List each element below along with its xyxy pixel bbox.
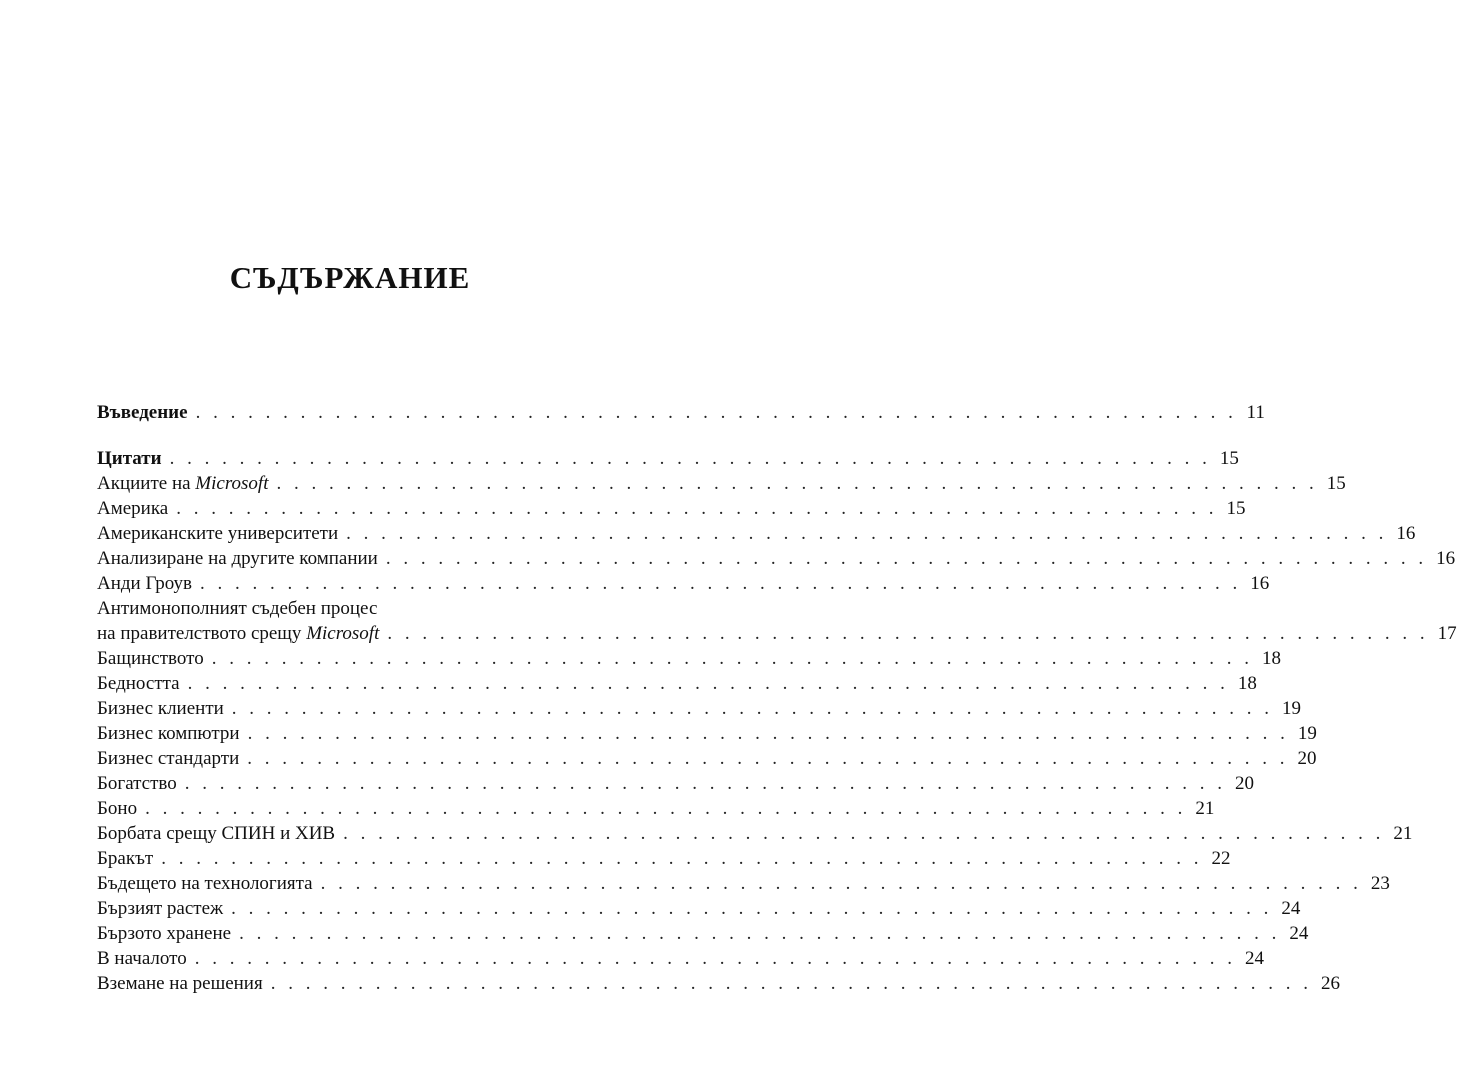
toc-page-number: 16: [1436, 548, 1456, 569]
toc-entry: [97, 971, 1340, 996]
toc-entry: [97, 871, 1390, 896]
toc-page-number: 20: [1235, 773, 1255, 794]
dot-leader: . . . . . . . . . . . . . . . . . . . . . . . . . . . . . . . . . . . . . . . . . . . . . . . . . . . . . . . . . . . .: [385, 548, 1428, 569]
toc-page-number: 22: [1211, 848, 1231, 869]
toc-page-number: 15: [1219, 448, 1239, 469]
toc-entry: [97, 571, 1270, 596]
toc-entry-line2: [97, 621, 1457, 646]
toc-entry-label: [97, 471, 268, 496]
toc-page-number: 24: [1244, 948, 1264, 969]
toc-entry: [97, 646, 1281, 671]
toc-entry-quotes: [97, 446, 1239, 471]
toc-entry: [97, 771, 1255, 796]
dot-leader: . . . . . . . . . . . . . . . . . . . . . . . . . . . . . . . . . . . . . . . . . . . . . . . . . . . . . . . . . . . .: [176, 498, 1218, 519]
toc-entry-label: Бракът: [97, 848, 154, 869]
toc-entry: [97, 521, 1416, 546]
toc-entry: [97, 696, 1302, 721]
dot-leader: . . . . . . . . . . . . . . . . . . . . . . . . . . . . . . . . . . . . . . . . . . . . . . . . . . . . . . . . . . . .: [187, 673, 1229, 694]
toc-entry-label: Борбата срещу СПИН и ХИВ: [97, 823, 336, 844]
toc-page-number: 16: [1250, 573, 1270, 594]
toc-entry-multiline: [97, 596, 1457, 646]
toc-entry: [97, 496, 1246, 521]
page-title: СЪДЪРЖАНИЕ: [229, 260, 471, 295]
toc-page-number: 15: [1226, 498, 1246, 519]
toc-page-number: 24: [1281, 898, 1301, 919]
toc-page-number: 11: [1246, 402, 1265, 423]
dot-leader: . . . . . . . . . . . . . . . . . . . . . . . . . . . . . . . . . . . . . . . . . . . . . . . . . . . . . . . . . . . .: [211, 648, 1253, 669]
toc-entry-label: Америка: [97, 498, 169, 519]
dot-leader: . . . . . . . . . . . . . . . . . . . . . . . . . . . . . . . . . . . . . . . . . . . . . . . . . . . . . . . . . . . .: [346, 523, 1388, 544]
toc-entry-label-line1: Антимонополният съдебен процес: [97, 598, 378, 619]
toc-entry: [97, 471, 1346, 496]
dot-leader: . . . . . . . . . . . . . . . . . . . . . . . . . . . . . . . . . . . . . . . . . . . . . . . . . . . . . . . . . . . .: [145, 798, 1187, 819]
toc-entry-label: Бъдещето на технологията: [97, 873, 313, 894]
toc-entry: [97, 846, 1231, 871]
toc-page-number: 16: [1396, 523, 1416, 544]
toc-entry: [97, 546, 1456, 571]
toc-entry-label: Бързият растеж: [97, 898, 224, 919]
dot-leader: . . . . . . . . . . . . . . . . . . . . . . . . . . . . . . . . . . . . . . . . . . . . . . . . . . . . . . . . . . . .: [276, 473, 1318, 494]
toc-entry: [97, 821, 1413, 846]
toc-entry-label: Богатство: [97, 773, 177, 794]
toc-entry-label: Бързото хранене: [97, 923, 232, 944]
dot-leader: . . . . . . . . . . . . . . . . . . . . . . . . . . . . . . . . . . . . . . . . . . . . . . . . . . . . . . . . . . . .: [231, 898, 1273, 919]
toc-page-number: 21: [1393, 823, 1413, 844]
toc-page-number: 21: [1195, 798, 1215, 819]
toc-entry-label: Американските университети: [97, 523, 339, 544]
toc-entry-label: Анализиране на другите компании: [97, 548, 378, 569]
toc-page-number: 23: [1370, 873, 1390, 894]
toc-page-number: 18: [1261, 648, 1281, 669]
toc-entry: [97, 746, 1317, 771]
toc-entry-label: Бизнес компютри: [97, 723, 240, 744]
toc-entry: [97, 671, 1257, 696]
dot-leader: . . . . . . . . . . . . . . . . . . . . . . . . . . . . . . . . . . . . . . . . . . . . . . . . . . . . . . . . . . . .: [194, 948, 1236, 969]
dot-leader: . . . . . . . . . . . . . . . . . . . . . . . . . . . . . . . . . . . . . . . . . . . . . . . . . . . . . . . . . . . .: [195, 402, 1237, 423]
dot-leader: . . . . . . . . . . . . . . . . . . . . . . . . . . . . . . . . . . . . . . . . . . . . . . . . . . . . . . . . . . . .: [184, 773, 1227, 794]
dot-leader: . . . . . . . . . . . . . . . . . . . . . . . . . . . . . . . . . . . . . . . . . . . . . . . . . . . . . . . . . . . .: [270, 973, 1312, 994]
toc-entry-label: Бизнес клиенти: [97, 698, 224, 719]
toc-page-number: 15: [1326, 473, 1346, 494]
toc-entry-label: Цитати: [97, 448, 162, 469]
label-text: Акциите на: [97, 473, 196, 494]
toc-page-number: 18: [1237, 673, 1257, 694]
dot-leader: . . . . . . . . . . . . . . . . . . . . . . . . . . . . . . . . . . . . . . . . . . . . . . . . . . . . . . . . . . . .: [161, 848, 1203, 869]
dot-leader: . . . . . . . . . . . . . . . . . . . . . . . . . . . . . . . . . . . . . . . . . . . . . . . . . . . . . . . . . . . .: [239, 923, 1281, 944]
dot-leader: . . . . . . . . . . . . . . . . . . . . . . . . . . . . . . . . . . . . . . . . . . . . . . . . . . . . . . . . . . . .: [387, 623, 1429, 644]
dot-leader: . . . . . . . . . . . . . . . . . . . . . . . . . . . . . . . . . . . . . . . . . . . . . . . . . . . . . . . . . . . .: [231, 698, 1274, 719]
brand-name: Microsoft: [306, 623, 380, 644]
toc-entry-label: Вземане на решения: [97, 973, 263, 994]
toc-page-number: 20: [1297, 748, 1317, 769]
toc-entry-label: Боно: [97, 798, 138, 819]
dot-leader: . . . . . . . . . . . . . . . . . . . . . . . . . . . . . . . . . . . . . . . . . . . . . . . . . . . . . . . . . . . .: [320, 873, 1362, 894]
toc-entry-label: Бедността: [97, 673, 180, 694]
toc-entry: [97, 796, 1215, 821]
toc-page-number: 26: [1320, 973, 1340, 994]
toc-entry-label: Анди Гроув: [97, 573, 193, 594]
toc-entry-introduction: [97, 400, 1265, 425]
toc-page-number: 19: [1297, 723, 1317, 744]
toc-entry: [97, 921, 1309, 946]
dot-leader: . . . . . . . . . . . . . . . . . . . . . . . . . . . . . . . . . . . . . . . . . . . . . . . . . . . . . . . . . . . .: [200, 573, 1242, 594]
brand-name: Microsoft: [195, 473, 269, 494]
label-text: на правителството срещу: [97, 623, 307, 644]
dot-leader: . . . . . . . . . . . . . . . . . . . . . . . . . . . . . . . . . . . . . . . . . . . . . . . . . . . . . . . . . . . .: [169, 448, 1211, 469]
dot-leader: . . . . . . . . . . . . . . . . . . . . . . . . . . . . . . . . . . . . . . . . . . . . . . . . . . . . . . . . . . . .: [247, 748, 1289, 769]
dot-leader: . . . . . . . . . . . . . . . . . . . . . . . . . . . . . . . . . . . . . . . . . . . . . . . . . . . . . . . . . . . .: [247, 723, 1289, 744]
toc-entry-label: В началото: [97, 948, 187, 969]
table-of-contents: [97, 400, 1457, 996]
dot-leader: . . . . . . . . . . . . . . . . . . . . . . . . . . . . . . . . . . . . . . . . . . . . . . . . . . . . . . . . . . . .: [343, 823, 1385, 844]
toc-page-number: 24: [1289, 923, 1309, 944]
toc-entry-label: Бизнес стандарти: [97, 748, 240, 769]
toc-page-number: 17: [1437, 623, 1457, 644]
toc-entry-label: Въведение: [97, 402, 188, 423]
toc-entry-label: Бащинството: [97, 648, 204, 669]
toc-page-number: 19: [1282, 698, 1302, 719]
toc-entry: [97, 946, 1264, 971]
toc-entry: [97, 896, 1301, 921]
toc-entry: [97, 721, 1317, 746]
toc-entry-label: [97, 621, 379, 646]
